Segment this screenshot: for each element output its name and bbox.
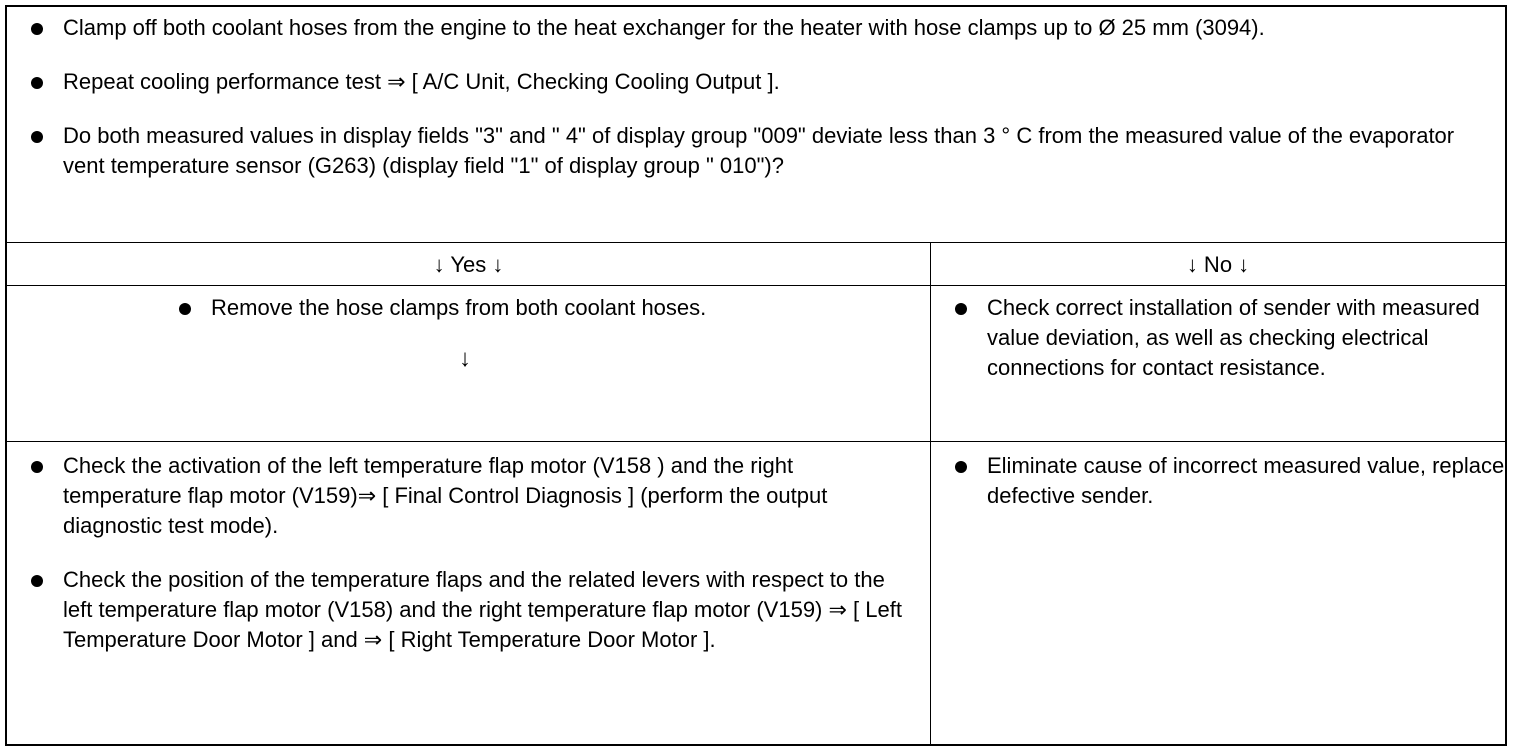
top-item-1-text: Clamp off both coolant hoses from the engine to the heat exchanger for the heater with hose clamps up to Ø 25 mm (3094). — [63, 15, 1265, 40]
list-item — [931, 451, 1505, 511]
divider-row1 — [7, 441, 1505, 442]
list-item — [7, 67, 1497, 97]
list-item — [7, 565, 907, 655]
top-item-3-text: Do both measured values in display fields "3" and " 4" of display group "009" deviate less than 3 ° C from the measured value of the evaporator vent temperature sensor (G263) (display field "1" of display group " 010")? — [63, 123, 1455, 178]
bullet-icon — [31, 23, 43, 35]
list-item — [7, 121, 1497, 181]
yes-row2-item2-text: Check the position of the temperature flaps and the related levers with respect to the left temperature flap motor (V158) and the right temperature flap motor (V159) ⇒ [ Left Temperature Door Motor ] and ⇒ [ Right Temperature Door Motor ]. — [63, 567, 902, 652]
divider-header-row — [7, 285, 1505, 286]
list-item — [931, 293, 1505, 383]
yes-row1 — [155, 293, 855, 323]
bullet-icon — [31, 77, 43, 89]
yes-row2-item1-text: Check the activation of the left temperature flap motor (V158 ) and the right temperature flap motor (V159)⇒ [ Final Control Diagnosis ] (perform the output diagnostic test mode). — [63, 453, 828, 538]
yes-row1-text: Remove the hose clamps from both coolant hoses. — [211, 295, 707, 320]
list-item — [7, 13, 1497, 43]
no-row1 — [931, 293, 1505, 383]
down-arrow-icon: ↓ — [459, 345, 471, 372]
bullet-icon — [31, 575, 43, 587]
bullet-icon — [31, 461, 43, 473]
top-section — [7, 13, 1497, 181]
list-item — [7, 451, 907, 541]
no-row2 — [931, 451, 1505, 511]
no-row2-text: Eliminate cause of incorrect measured value, replace defective sender. — [987, 453, 1505, 508]
yes-header: ↓ Yes ↓ — [433, 252, 504, 277]
no-header: ↓ No ↓ — [1186, 252, 1250, 277]
yes-row2 — [7, 451, 907, 655]
divider-top-section — [7, 242, 1505, 243]
no-row1-text: Check correct installation of sender with measured value deviation, as well as checking electrical connections for contact resistance. — [987, 295, 1480, 380]
bullet-icon — [179, 303, 191, 315]
bullet-icon — [955, 303, 967, 315]
bullet-icon — [955, 461, 967, 473]
top-item-2-text: Repeat cooling performance test ⇒ [ A/C Unit, Checking Cooling Output ]. — [63, 69, 780, 94]
list-item — [155, 293, 855, 323]
bullet-icon — [31, 131, 43, 143]
